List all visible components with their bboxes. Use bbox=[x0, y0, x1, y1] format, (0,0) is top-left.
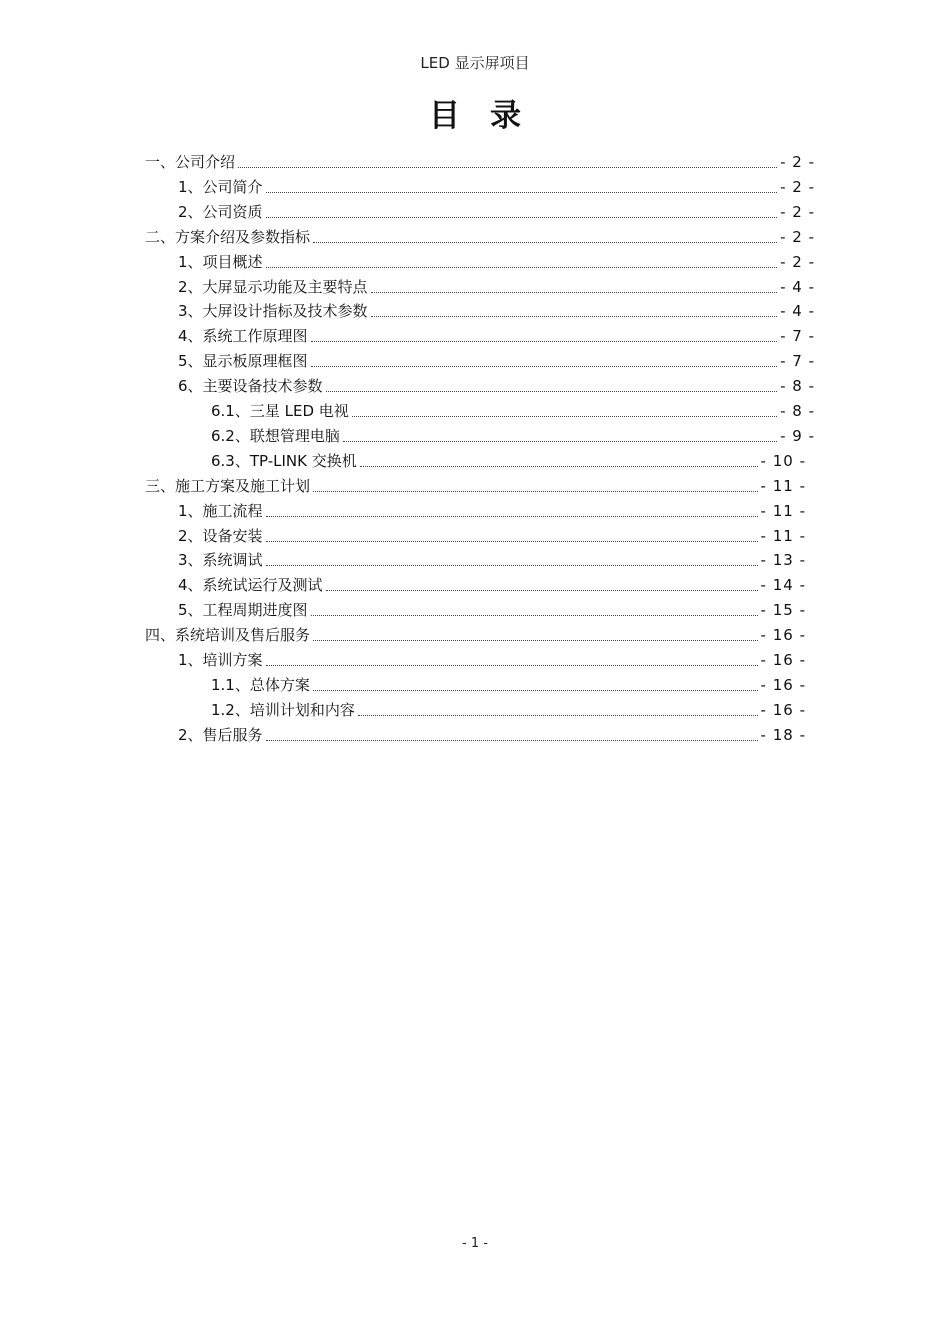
toc-dot-leader bbox=[352, 415, 777, 417]
toc-entry[interactable] bbox=[145, 623, 806, 648]
toc-dot-leader bbox=[371, 315, 778, 317]
toc-entry[interactable] bbox=[178, 250, 815, 275]
toc-dot-leader bbox=[266, 739, 758, 741]
toc-entry[interactable] bbox=[178, 175, 815, 200]
toc-dot-leader bbox=[266, 515, 758, 517]
toc-entry[interactable] bbox=[178, 275, 815, 300]
toc-entry-page: - 7 - bbox=[780, 327, 815, 346]
toc-entry-label: 1、公司简介 bbox=[178, 177, 263, 196]
toc-entry-page: - 4 - bbox=[780, 277, 815, 296]
toc-entry-page: - 13 - bbox=[760, 551, 806, 570]
toc-entry-page: - 7 - bbox=[780, 352, 815, 371]
toc-entry[interactable] bbox=[211, 698, 806, 723]
toc-entry-page: - 15 - bbox=[760, 601, 806, 620]
toc-entry-label: 一、公司介绍 bbox=[145, 153, 236, 171]
toc-entry[interactable] bbox=[211, 399, 815, 424]
toc-dot-leader bbox=[266, 191, 778, 193]
toc-entry-page: - 16 - bbox=[760, 675, 806, 694]
toc-dot-leader bbox=[371, 291, 778, 293]
toc-entry[interactable] bbox=[145, 225, 815, 250]
toc-entry-page: - 8 - bbox=[780, 377, 815, 396]
toc-entry-label: 3、大屏设计指标及技术参数 bbox=[178, 302, 368, 321]
toc-entry-label: 6.2、联想管理电脑 bbox=[211, 426, 340, 445]
toc-entry-page: - 11 - bbox=[760, 526, 806, 545]
toc-entry-label: 5、工程周期进度图 bbox=[178, 601, 308, 620]
toc-dot-leader bbox=[266, 266, 778, 268]
toc-entry-label: 2、设备安装 bbox=[178, 526, 263, 545]
toc-entry[interactable] bbox=[178, 349, 815, 374]
toc-entry-page: - 2 - bbox=[780, 252, 815, 271]
toc-entry-label: 1、项目概述 bbox=[178, 252, 263, 271]
toc-entry[interactable] bbox=[211, 449, 806, 474]
toc-entry-page: - 14 - bbox=[760, 576, 806, 595]
toc-entry[interactable] bbox=[145, 150, 815, 175]
toc-entry-label: 三、施工方案及施工计划 bbox=[145, 476, 311, 495]
toc-entry[interactable] bbox=[178, 324, 815, 349]
toc-entry[interactable] bbox=[178, 200, 815, 225]
toc-entry-label: 2、售后服务 bbox=[178, 725, 263, 744]
toc-entry-label: 二、方案介绍及参数指标 bbox=[145, 227, 311, 246]
toc-entry[interactable] bbox=[145, 474, 806, 499]
toc-entry[interactable] bbox=[178, 573, 806, 598]
toc-dot-leader bbox=[326, 589, 758, 591]
toc-entry[interactable] bbox=[178, 374, 815, 399]
toc-dot-leader bbox=[311, 365, 778, 367]
toc-entry-label: 2、大屏显示功能及主要特点 bbox=[178, 277, 368, 296]
toc-dot-leader bbox=[360, 465, 758, 467]
toc-entry-page: - 4 - bbox=[780, 302, 815, 321]
toc-entry-page: - 11 - bbox=[760, 476, 806, 495]
toc-entry-label: 5、显示板原理框图 bbox=[178, 352, 308, 371]
toc-dot-leader bbox=[313, 241, 777, 243]
toc-entry[interactable] bbox=[178, 499, 806, 524]
toc-dot-leader bbox=[238, 166, 777, 168]
toc-entry-page: - 16 - bbox=[760, 651, 806, 669]
toc-entry-label: 6、主要设备技术参数 bbox=[178, 377, 323, 396]
page-header: LED 显示屏项目 bbox=[420, 54, 530, 72]
toc-dot-leader bbox=[266, 564, 758, 566]
toc-entry[interactable] bbox=[178, 598, 806, 623]
toc-entry-label: 1、培训方案 bbox=[178, 651, 263, 669]
toc-dot-leader bbox=[266, 540, 758, 542]
toc-entry-page: - 16 - bbox=[760, 700, 806, 719]
toc-entry-page: - 18 - bbox=[760, 725, 806, 744]
toc-entry-label: 1.2、培训计划和内容 bbox=[211, 700, 355, 719]
toc-entry-label: 1.1、总体方案 bbox=[211, 675, 310, 694]
toc-dot-leader bbox=[313, 689, 758, 691]
toc-entry[interactable] bbox=[211, 673, 806, 698]
toc-entry-page: - 2 - bbox=[780, 227, 815, 246]
toc-entry-page: - 8 - bbox=[780, 402, 815, 420]
toc-entry[interactable] bbox=[178, 648, 806, 673]
toc-entry[interactable] bbox=[178, 524, 806, 549]
toc-entry-label: 4、系统试运行及测试 bbox=[178, 576, 323, 595]
page-title: 目录 bbox=[429, 98, 551, 134]
toc-entry[interactable] bbox=[178, 723, 806, 748]
toc-entry-page: - 11 - bbox=[760, 501, 806, 520]
toc-dot-leader bbox=[311, 340, 778, 342]
toc-dot-leader bbox=[326, 390, 778, 392]
toc-entry[interactable] bbox=[178, 548, 806, 573]
toc-dot-leader bbox=[266, 216, 778, 218]
toc-entry-label: 6.3、TP-LINK 交换机 bbox=[211, 451, 357, 470]
toc-dot-leader bbox=[358, 714, 758, 716]
toc-dot-leader bbox=[266, 664, 758, 666]
page-number: - 1 - bbox=[462, 1236, 488, 1251]
toc-dot-leader bbox=[313, 639, 758, 641]
toc-entry-label: 2、公司资质 bbox=[178, 202, 263, 221]
toc-entry-page: - 9 - bbox=[780, 426, 815, 445]
toc-entry-page: - 16 - bbox=[760, 626, 806, 645]
toc-dot-leader bbox=[343, 440, 777, 442]
toc-entry[interactable] bbox=[178, 299, 815, 324]
toc-entry[interactable] bbox=[211, 424, 815, 449]
toc-entry-page: - 2 - bbox=[780, 202, 815, 221]
table-of-contents bbox=[0, 150, 950, 750]
toc-dot-leader bbox=[311, 614, 758, 616]
toc-entry-page: - 2 - bbox=[780, 177, 815, 196]
toc-dot-leader bbox=[313, 490, 758, 492]
toc-entry-label: 1、施工流程 bbox=[178, 501, 263, 520]
toc-entry-label: 4、系统工作原理图 bbox=[178, 327, 308, 346]
toc-entry-page: - 10 - bbox=[760, 451, 806, 470]
toc-entry-label: 6.1、三星 LED 电视 bbox=[211, 402, 349, 420]
toc-entry-page: - 2 - bbox=[780, 153, 815, 171]
toc-entry-label: 3、系统调试 bbox=[178, 551, 263, 570]
toc-entry-label: 四、系统培训及售后服务 bbox=[145, 626, 311, 645]
